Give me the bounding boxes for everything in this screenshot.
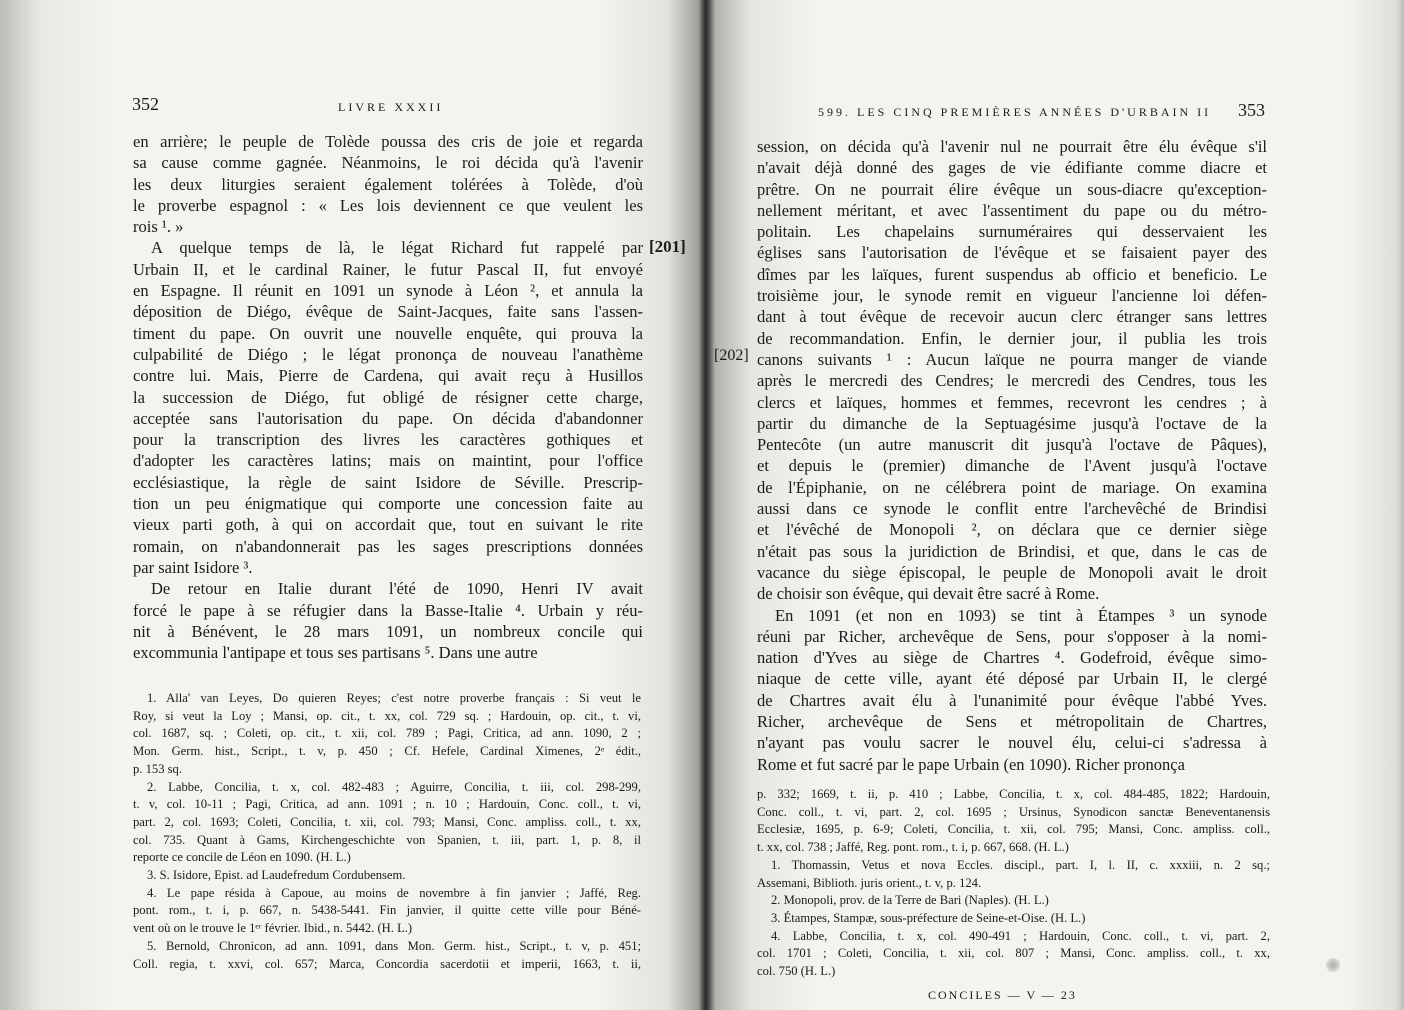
- body-line: et l'évêché de Monopoli ², on déclara que ce dernier siège: [757, 520, 1267, 540]
- footnote-line: col. 1701 ; Coleti, Concilia, t. xii, col. 807 ; Mansi, Conc. ampliss. coll., t. xx,: [757, 946, 1270, 961]
- body-line: de recommandation. Enfin, le dernier jour, il publia les trois: [757, 328, 1267, 348]
- body-line: contre lui. Mais, Pierre de Cardena, qui avait reçu à Husillos: [133, 366, 643, 386]
- running-title: LIVRE XXXII: [338, 100, 444, 114]
- body-line: la succession de Diégo, fut obligé de résigner cette charge,: [133, 387, 643, 407]
- body-line: vacance du siège épiscopal, le peuple de Monopoli avait le droit: [757, 562, 1267, 582]
- body-line: romain, on n'abandonnerait pas les sages prescriptions données: [133, 536, 643, 556]
- body-text: [757, 136, 1267, 775]
- footnote-line: t. v, col. 10-11 ; Pagi, Critica, ad ann. 1091 ; n. 10 ; Hardouin, Conc. coll., t. vi,: [133, 797, 641, 812]
- footnote-line: Assemani, Biblioth. juris orient., t. v, p. 124.: [757, 875, 982, 890]
- body-line: dîmes par les laïques, furent suspendus ab officio et beneficio. Le: [757, 264, 1267, 284]
- body-line: tion un peu énigmatique qui comporte une concession faite au: [133, 494, 643, 514]
- gutter-shadow: [698, 0, 714, 1010]
- body-line: le proverbe espagnol : « Les lois deviennent ce que veulent les: [133, 195, 643, 215]
- body-line: prêtre. On ne pourrait élire évêque un sous-diacre qu'exception-: [757, 179, 1267, 199]
- footnote-line: 3. Étampes, Stampæ, sous-préfecture de Seine-et-Oise. (H. L.): [771, 910, 1086, 925]
- body-text: [133, 131, 643, 663]
- footnote-line: 3. S. Isidore, Epist. ad Laudefredum Cordubensem.: [147, 868, 406, 883]
- body-line: nellement méritant, et avec l'assentiment du pape ou du métro-: [757, 200, 1267, 220]
- body-line: A quelque temps de là, le légat Richard fut rappelé par: [151, 238, 643, 258]
- footnote-line: col. 1687, sq. ; Coleti, op. cit., t. xii, col. 789 ; Pagi, Critica, ad ann. 1090, 2 ;: [133, 726, 641, 741]
- printer-signature: CONCILES — V — 23: [928, 988, 1077, 1002]
- body-line: timent du pape. On ouvrit une nouvelle enquête, qui prouva la: [133, 323, 643, 343]
- body-line: clercs et laïques, hommes et femmes, recevront les cendres ; à: [757, 392, 1267, 412]
- footnote-line: 2. Monopoli, prov. de la Terre de Bari (Naples). (H. L.): [771, 893, 1049, 908]
- footnote-line: reporte ce concile de Léon en 1090. (H. L.): [133, 850, 351, 865]
- footnote-line: t. xx, col. 738 ; Jaffé, Reg. pont. rom., t. i, p. 667, 668. (H. L.): [757, 840, 1069, 855]
- footnote-line: Mon. Germ. hist., Script., t. v, p. 450 ; Cf. Hefele, Cardinal Ximenes, 2ᵉ édit.,: [133, 744, 641, 759]
- body-line: réuni par Richer, archevêque de Sens, pour s'opposer à la nomi-: [757, 626, 1267, 646]
- body-line: acceptée sans l'autorisation du pape. On décida d'abandonner: [133, 408, 643, 428]
- body-line: nation d'Yves au siège de Chartres ⁴. Godefroid, évêque simo-: [757, 648, 1267, 668]
- footnote-line: pont. rom., t. i, p. 667, n. 5438-5441. Fin janvier, il quitte cette ville pour Béné-: [133, 903, 641, 918]
- body-line: Urbain II, et le cardinal Rainer, le futur Pascal II, fut envoyé: [133, 259, 643, 279]
- footnote-line: col. 735. Quant à Gams, Kirchengeschichte von Spanien, t. iii, part. 1, p. 8, il: [133, 832, 641, 847]
- body-line: d'adopter les caractères latins; mais on maintint, pour l'office: [133, 451, 643, 471]
- footnote-line: 5. Bernold, Chronicon, ad ann. 1091, dans Mon. Germ. hist., Script., t. v, p. 451;: [147, 938, 641, 953]
- footnotes: [133, 690, 641, 973]
- body-line: de choisir son évêque, qui devait être sacré à Rome.: [757, 584, 1100, 604]
- footnote-line: 2. Labbe, Concilia, t. x, col. 482-483 ; Aguirre, Concilia, t. iii, col. 298-299,: [147, 779, 641, 794]
- body-line: canons suivants ¹ : Aucun laïque ne pourra manger de viande: [757, 349, 1267, 369]
- footnotes: [757, 786, 1270, 981]
- body-line: niaque de cette ville, ayant été déposé par Urbain II, le clergé: [757, 669, 1267, 689]
- right-page: [706, 0, 1404, 1010]
- footnote-line: p. 332; 1669, t. ii, p. 410 ; Labbe, Concilia, t. x, col. 484-485, 1822; Hardouin,: [757, 787, 1270, 801]
- body-line: nit à Bénévent, le 28 mars 1091, un nombreux concile qui: [133, 621, 643, 641]
- footnote-line: p. 153 sq.: [133, 761, 182, 776]
- body-line: session, on décida qu'à l'avenir nul ne pourrait être élu évêque s'il: [757, 137, 1267, 156]
- body-line: dant à tout évêque de recevoir aucun clerc étranger sans lettres: [757, 307, 1267, 327]
- body-line: et depuis le (premier) dimanche de l'Avent jusqu'à l'octave: [757, 456, 1267, 476]
- footnote-line: 4. Le pape résida à Capoue, au moins de novembre à fin janvier ; Jaffé, Reg.: [147, 885, 641, 900]
- body-line: de l'Épiphanie, on ne célébrera point de mariage. On examina: [757, 477, 1267, 497]
- footnote-line: col. 750 (H. L.): [757, 964, 836, 979]
- body-line: politain. Les chapelains surnuméraires qui desservaient les: [757, 222, 1267, 242]
- body-line: en arrière; le peuple de Tolède poussa des cris de joie et regarda: [133, 132, 643, 151]
- body-line: culpabilité de Diégo ; le légat prononça de nouveau l'anathème: [133, 344, 643, 364]
- body-line: De retour en Italie durant l'été de 1090, Henri IV avait: [151, 579, 643, 599]
- footnote-line: part. 2, col. 1693; Coleti, Concilia, t. xii, col. 793; Mansi, Conc. ampliss. coll., t. xx,: [133, 814, 641, 829]
- body-line: Richer, archevêque de Sens et métropolitain de Chartres,: [757, 712, 1267, 732]
- body-line: excommunia l'antipape et tous ses partisans ⁵. Dans une autre: [133, 643, 538, 663]
- page-number: 353: [1238, 100, 1265, 120]
- body-line: Rome et fut sacré par le pape Urbain (en 1090). Richer prononça: [757, 754, 1185, 774]
- scan-mark: [1326, 958, 1340, 972]
- footnote-line: Ecclesiæ, 1695, p. 6-9; Coleti, Concilia, t. xii, col. 795; Mansi, Conc. ampliss. coll.,: [757, 822, 1270, 837]
- body-line: forcé le pape à se réfugier dans la Basse-Italie ⁴. Urbain y réu-: [133, 600, 643, 620]
- body-line: par saint Isidore ³.: [133, 557, 253, 577]
- body-line: sa cause comme gagnée. Néanmoins, le roi décida qu'à l'avenir: [133, 153, 643, 173]
- body-line: pour la transcription des livres les caractères gothiques et: [133, 430, 643, 450]
- footnote-line: 1. Alla' van Leyes, Do quieren Reyes; c'est notre proverbe français : Si veut le: [147, 691, 641, 705]
- body-line: ecclésiastique, la règle de saint Isidore de Séville. Prescrip-: [133, 472, 643, 492]
- body-line: aussi dans ce synode le conflit entre l'archevêché de Brindisi: [757, 499, 1267, 519]
- body-line: après le mercredi des Cendres; le mercredi des Cendres, tous les: [757, 371, 1267, 391]
- running-title: 599. LES CINQ PREMIÈRES ANNÉES D'URBAIN II: [818, 105, 1212, 119]
- margin-reference: [202]: [714, 347, 749, 364]
- margin-reference: [201]: [649, 237, 686, 256]
- body-line: les deux liturgies seraient également tolérées à Tolède, d'où: [133, 174, 643, 194]
- body-line: partir du dimanche de la Septuagésime jusqu'à l'octave de la: [757, 413, 1267, 433]
- body-line: de Chartres avait élu à l'unanimité pour évêque l'abbé Yves.: [757, 690, 1267, 710]
- body-line: églises sans l'autorisation de l'évêque et se faisaient payer des: [757, 243, 1267, 263]
- body-line: déposition de Diégo, évêque de Saint-Jacques, faite sans l'assen-: [133, 302, 643, 322]
- body-line: rois ¹. »: [133, 217, 184, 237]
- footnote-line: Coll. regia, t. xxvi, col. 657; Marca, Concordia sacerdotii et imperii, 1663, t. ii,: [133, 956, 641, 971]
- body-line: En 1091 (et non en 1093) se tint à Étampes ³ un synode: [775, 605, 1267, 625]
- footnote-line: 4. Labbe, Concilia, t. x, col. 490-491 ; Hardouin, Conc. coll., t. vi, part. 2,: [771, 928, 1270, 943]
- body-line: troisième jour, le synode remit en vigueur l'ancienne loi défen-: [757, 286, 1267, 306]
- body-line: n'ayant pas voulu sacrer le nouvel élu, celui-ci s'adressa à: [757, 733, 1267, 753]
- body-line: vieux parti goth, à qui on accordait que, tout en suivant le rite: [133, 515, 643, 535]
- body-line: en Espagne. Il réunit en 1091 un synode à Léon ², et annula la: [133, 281, 643, 301]
- footnote-line: 1. Thomassin, Vetus et nova Eccles. discipl., part. I, l. II, c. xxxiii, n. 2 sq.;: [771, 857, 1270, 872]
- body-line: n'avait déjà donné des gages de vie édifiante comme diacre et: [757, 158, 1267, 178]
- page-number: 352: [132, 94, 159, 114]
- footnote-line: vent où on le trouve le 1ᵉʳ février. Ibid., n. 5442. (H. L.): [133, 921, 413, 936]
- body-line: Pentecôte (un autre manuscrit dit jusqu'à l'octave de Pâques),: [757, 435, 1267, 455]
- body-line: n'était pas sous la juridiction de Brindisi, et que, dans le cas de: [757, 541, 1267, 561]
- footnote-line: Conc. coll., t. vi, part. 2, col. 1695 ; Ursinus, Synodicon sanctæ Beneventanensis: [757, 804, 1270, 819]
- footnote-line: Roy, si veut la Loy ; Mansi, op. cit., t. xx, col. 729 sq. ; Hardouin, op. cit., t. vi,: [133, 708, 641, 723]
